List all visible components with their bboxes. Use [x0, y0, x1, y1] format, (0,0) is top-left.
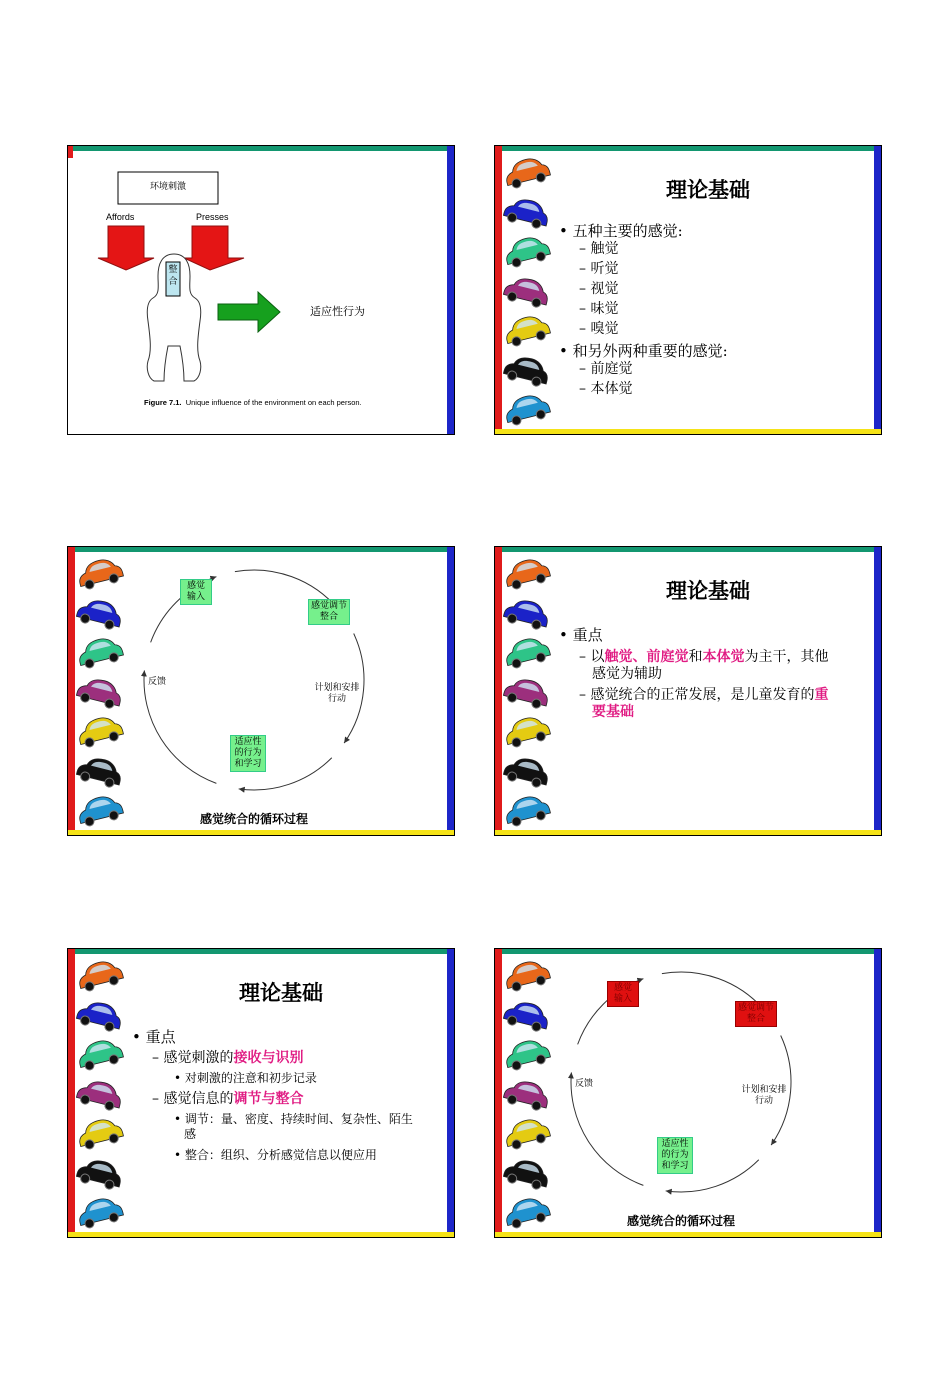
- bullet-list: [132, 1027, 432, 1168]
- bullet-list: [559, 625, 859, 725]
- car-icon: [75, 1077, 124, 1112]
- bullet-item: • 重点: [132, 1028, 176, 1046]
- slide-1: [67, 145, 455, 435]
- bullet-subsubitem: • 调节：量、密度、持续时间、复杂性、陌生 感: [174, 1112, 413, 1141]
- slide-top-bar: [68, 949, 454, 954]
- slide-2: [494, 145, 882, 435]
- slide-4: [494, 546, 882, 836]
- node-sensory-input: 感觉 输入: [607, 981, 639, 1007]
- bullet-subitem: – 听觉: [579, 261, 619, 277]
- car-icon: [503, 313, 551, 348]
- bullet-subitem: – 前庭觉: [579, 361, 633, 377]
- node-regulate-integrate: 感觉调节 整合: [308, 599, 350, 625]
- car-icon: [503, 714, 551, 749]
- node-regulate-integrate: 感觉调节 整合: [735, 1001, 777, 1027]
- node-feedback: 反馈: [148, 677, 167, 687]
- slide-5: [67, 948, 455, 1238]
- node-sensory-input: 感觉 输入: [180, 579, 212, 605]
- bullet-subitem: – 味觉: [579, 301, 619, 317]
- node-feedback: 反馈: [575, 1079, 594, 1089]
- car-icon: [502, 675, 551, 710]
- bullet-item: • 重点: [559, 626, 603, 644]
- diagram-caption: 感觉统合的循环过程: [200, 812, 309, 826]
- car-icon: [503, 392, 551, 427]
- car-icon: [76, 1037, 124, 1072]
- bullet-item: • 和另外两种重要的感觉:: [559, 342, 728, 360]
- car-icon: [503, 635, 551, 670]
- slide-3: [67, 546, 455, 836]
- car-icon: [503, 793, 551, 828]
- cycle-diagram: [495, 949, 882, 1238]
- node-plan-action: 计划和安排 行动: [314, 683, 360, 704]
- behavior-arrow: [218, 292, 280, 332]
- slide-bottom-bar: [495, 429, 881, 434]
- presses-label: Presses: [196, 212, 229, 222]
- car-icon: [76, 1116, 124, 1151]
- environment-label: 环境刺激: [149, 182, 186, 192]
- bullet-subitem: – 感觉统合的正常发展，是儿童发育的重 要基础: [579, 687, 829, 720]
- node-plan-action: 计划和安排 行动: [741, 1085, 787, 1106]
- bullet-subitem: – 以触觉、前庭觉和本体觉为主干，其他 感觉为辅助: [579, 649, 829, 682]
- car-icon: [75, 1156, 124, 1191]
- bullet-subitem: – 感觉信息的调节与整合: [152, 1091, 304, 1107]
- bullet-subitem: – 感觉刺激的接收与识别: [152, 1050, 304, 1066]
- car-icon: [502, 353, 551, 388]
- bullet-subitem: – 嗅觉: [579, 321, 619, 337]
- integrate-label: 整合: [168, 265, 178, 287]
- slide-top-bar: [495, 146, 881, 151]
- bullet-subitem: – 视觉: [579, 281, 619, 297]
- bullet-item: • 五种主要的感觉:: [559, 222, 683, 240]
- slide-bottom-bar: [495, 830, 881, 835]
- car-icon: [76, 1195, 124, 1230]
- bullet-subsubitem: • 整合：组织、分析感觉信息以便应用: [174, 1148, 377, 1162]
- behavior-label: 适应性行为: [310, 305, 365, 318]
- node-adaptive-behavior: 适应性 的行为 和学习: [230, 735, 266, 772]
- bullet-list: [559, 221, 728, 401]
- car-icon: [502, 754, 551, 789]
- figure-caption: Figure 7.1. Unique influence of the environment on each person.: [144, 398, 362, 407]
- affords-label: Affords: [106, 212, 135, 222]
- bullet-subitem: – 本体觉: [579, 381, 633, 397]
- slide-6: [494, 948, 882, 1238]
- node-adaptive-behavior: 适应性 的行为 和学习: [657, 1137, 693, 1174]
- car-icon: [503, 234, 551, 269]
- slide-title: 理论基础: [239, 980, 323, 1005]
- slide-bottom-bar: [68, 1232, 454, 1237]
- car-icon: [502, 274, 551, 309]
- slide-top-bar: [495, 547, 881, 552]
- slide-title: 理论基础: [666, 578, 750, 603]
- cycle-diagram: [68, 547, 455, 836]
- bullet-subsubitem: • 对刺激的注意和初步记录: [174, 1071, 317, 1085]
- diagram-caption: 感觉统合的循环过程: [627, 1214, 736, 1228]
- slide-title: 理论基础: [666, 177, 750, 202]
- bullet-subitem: – 触觉: [579, 241, 619, 257]
